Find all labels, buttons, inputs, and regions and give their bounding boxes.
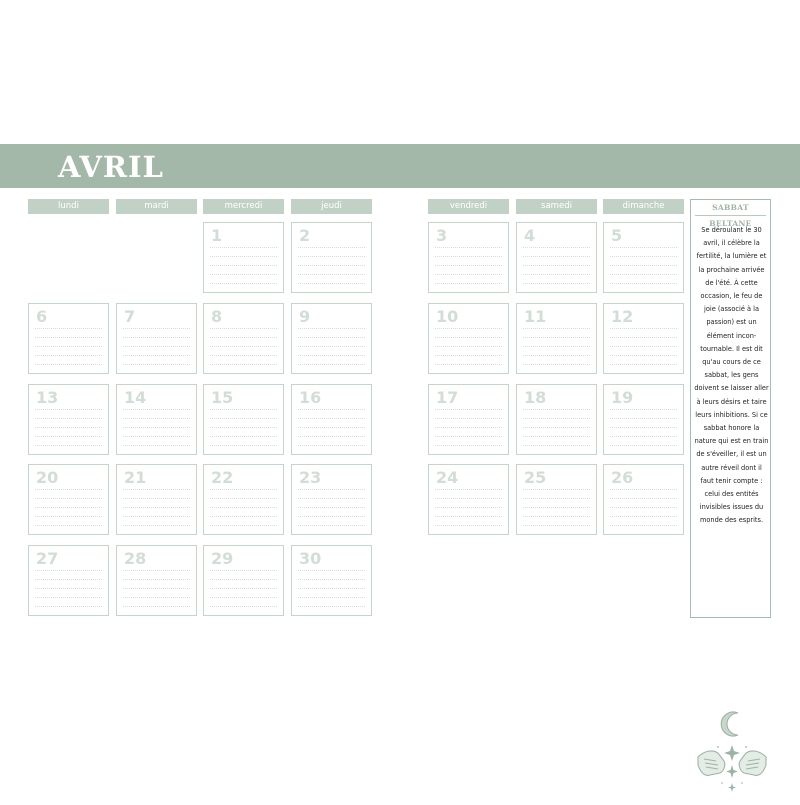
- writing-line: [35, 525, 102, 526]
- writing-line: [523, 418, 590, 419]
- writing-line: [298, 498, 365, 499]
- writing-line: [610, 283, 677, 284]
- day-cell-22[interactable]: [203, 464, 284, 535]
- writing-line: [210, 274, 277, 275]
- writing-line: [210, 418, 277, 419]
- writing-line: [35, 579, 102, 580]
- writing-line: [610, 265, 677, 266]
- writing-line: [123, 597, 190, 598]
- day-cell-7[interactable]: [116, 303, 197, 374]
- writing-line: [35, 570, 102, 571]
- writing-line: [298, 570, 365, 571]
- writing-line: [123, 328, 190, 329]
- writing-line: [210, 445, 277, 446]
- writing-line: [298, 346, 365, 347]
- writing-line: [298, 445, 365, 446]
- writing-line: [523, 337, 590, 338]
- writing-line: [35, 507, 102, 508]
- writing-line: [610, 346, 677, 347]
- writing-line: [523, 489, 590, 490]
- writing-line: [610, 274, 677, 275]
- writing-line: [435, 516, 502, 517]
- writing-line: [435, 256, 502, 257]
- weekday-header-dimanche: dimanche: [603, 199, 684, 214]
- writing-line: [435, 427, 502, 428]
- writing-line: [35, 337, 102, 338]
- writing-line: [35, 516, 102, 517]
- writing-line: [523, 436, 590, 437]
- day-cell-6[interactable]: [28, 303, 109, 374]
- sabbat-info-box: [690, 199, 771, 618]
- writing-line: [523, 507, 590, 508]
- day-number: 25: [524, 468, 547, 487]
- weekday-header-mercredi: mercredi: [203, 199, 284, 214]
- writing-line: [210, 489, 277, 490]
- writing-line: [298, 328, 365, 329]
- writing-line: [210, 588, 277, 589]
- day-cell-9[interactable]: [291, 303, 372, 374]
- writing-line: [523, 498, 590, 499]
- writing-line: [298, 525, 365, 526]
- writing-line: [610, 355, 677, 356]
- day-cell-25[interactable]: [516, 464, 597, 535]
- day-number: 1: [211, 226, 223, 245]
- day-number: 16: [299, 388, 322, 407]
- day-number: 15: [211, 388, 234, 407]
- writing-line: [435, 328, 502, 329]
- day-cell-24[interactable]: [428, 464, 509, 535]
- day-number: 5: [611, 226, 623, 245]
- writing-line: [35, 597, 102, 598]
- writing-line: [123, 570, 190, 571]
- writing-line: [123, 507, 190, 508]
- writing-line: [123, 355, 190, 356]
- day-number: 8: [211, 307, 223, 326]
- writing-line: [610, 436, 677, 437]
- day-number: 3: [436, 226, 448, 245]
- writing-line: [35, 346, 102, 347]
- writing-line: [298, 507, 365, 508]
- writing-line: [210, 570, 277, 571]
- writing-line: [610, 498, 677, 499]
- writing-line: [610, 418, 677, 419]
- writing-line: [523, 328, 590, 329]
- weekday-header-samedi: samedi: [516, 199, 597, 214]
- weekday-header-vendredi: vendredi: [428, 199, 509, 214]
- writing-line: [210, 409, 277, 410]
- writing-line: [610, 337, 677, 338]
- writing-line: [35, 364, 102, 365]
- writing-line: [210, 606, 277, 607]
- writing-line: [123, 606, 190, 607]
- writing-line: [35, 445, 102, 446]
- writing-line: [123, 579, 190, 580]
- day-number: 2: [299, 226, 311, 245]
- writing-line: [123, 346, 190, 347]
- writing-line: [298, 516, 365, 517]
- writing-line: [298, 418, 365, 419]
- writing-line: [123, 436, 190, 437]
- writing-line: [210, 337, 277, 338]
- day-number: 14: [124, 388, 147, 407]
- day-cell-10[interactable]: [428, 303, 509, 374]
- writing-line: [123, 418, 190, 419]
- writing-line: [210, 328, 277, 329]
- writing-line: [123, 498, 190, 499]
- day-number: 29: [211, 549, 234, 568]
- writing-line: [523, 256, 590, 257]
- writing-line: [298, 579, 365, 580]
- writing-line: [123, 516, 190, 517]
- day-number: 27: [36, 549, 59, 568]
- day-cell-18[interactable]: [516, 384, 597, 455]
- writing-line: [210, 427, 277, 428]
- writing-line: [610, 525, 677, 526]
- writing-line: [210, 516, 277, 517]
- writing-line: [523, 409, 590, 410]
- writing-line: [523, 355, 590, 356]
- day-cell-13[interactable]: [28, 384, 109, 455]
- writing-line: [298, 427, 365, 428]
- writing-line: [523, 346, 590, 347]
- writing-line: [35, 489, 102, 490]
- day-cell-26[interactable]: [603, 464, 684, 535]
- writing-line: [610, 445, 677, 446]
- writing-line: [298, 256, 365, 257]
- writing-line: [298, 337, 365, 338]
- day-number: 10: [436, 307, 459, 326]
- writing-line: [435, 364, 502, 365]
- writing-line: [298, 588, 365, 589]
- day-cell-28[interactable]: [116, 545, 197, 616]
- writing-line: [210, 579, 277, 580]
- writing-line: [435, 355, 502, 356]
- writing-line: [435, 436, 502, 437]
- day-number: 22: [211, 468, 234, 487]
- writing-line: [123, 409, 190, 410]
- day-number: 7: [124, 307, 136, 326]
- day-number: 6: [36, 307, 48, 326]
- writing-line: [123, 364, 190, 365]
- day-cell-14[interactable]: [116, 384, 197, 455]
- writing-line: [210, 436, 277, 437]
- writing-line: [210, 247, 277, 248]
- writing-line: [210, 265, 277, 266]
- writing-line: [35, 328, 102, 329]
- writing-line: [523, 274, 590, 275]
- day-cell-27[interactable]: [28, 545, 109, 616]
- writing-line: [298, 274, 365, 275]
- writing-line: [210, 507, 277, 508]
- writing-line: [298, 247, 365, 248]
- writing-line: [435, 337, 502, 338]
- day-cell-16[interactable]: [291, 384, 372, 455]
- sabbat-description: Se déroulant le 30 avril, il célèbre la fertilité, la lumière et la prochaine arrivée de l'été. À cette occasion, le feu de joie (associé à la passion) est un élément incon-tournable. Il est dit qu'au cours de ce sabbat, les gens doivent se laisser aller à leurs désirs et taire leurs inhibitions. Si ce sabbat honore la nature qui est en train de s'éveiller, il est un autre réveil dont il faut tenir compte : celui des entités invisibles issues du monde des esprits.: [694, 226, 769, 525]
- writing-line: [35, 427, 102, 428]
- day-number: 30: [299, 549, 322, 568]
- moon-hands-stars-icon: [694, 705, 770, 805]
- writing-line: [435, 498, 502, 499]
- day-number: 12: [611, 307, 634, 326]
- writing-line: [523, 525, 590, 526]
- day-cell-15[interactable]: [203, 384, 284, 455]
- month-title: AVRIL: [58, 150, 164, 184]
- day-number: 13: [36, 388, 59, 407]
- writing-line: [35, 498, 102, 499]
- writing-line: [210, 355, 277, 356]
- writing-line: [435, 283, 502, 284]
- writing-line: [523, 445, 590, 446]
- writing-line: [35, 355, 102, 356]
- writing-line: [298, 606, 365, 607]
- writing-line: [523, 516, 590, 517]
- writing-line: [123, 588, 190, 589]
- day-number: 17: [436, 388, 459, 407]
- day-cell-5[interactable]: [603, 222, 684, 293]
- writing-line: [523, 283, 590, 284]
- writing-line: [298, 265, 365, 266]
- day-cell-4[interactable]: [516, 222, 597, 293]
- writing-line: [210, 498, 277, 499]
- writing-line: [298, 283, 365, 284]
- weekday-header-lundi: lundi: [28, 199, 109, 214]
- day-cell-21[interactable]: [116, 464, 197, 535]
- writing-line: [123, 337, 190, 338]
- writing-line: [210, 256, 277, 257]
- writing-line: [298, 489, 365, 490]
- writing-line: [435, 525, 502, 526]
- writing-line: [610, 247, 677, 248]
- writing-line: [298, 364, 365, 365]
- day-number: 4: [524, 226, 536, 245]
- day-cell-2[interactable]: [291, 222, 372, 293]
- weekday-header-jeudi: jeudi: [291, 199, 372, 214]
- writing-line: [435, 489, 502, 490]
- day-number: 28: [124, 549, 147, 568]
- day-number: 19: [611, 388, 634, 407]
- writing-line: [298, 597, 365, 598]
- day-number: 26: [611, 468, 634, 487]
- writing-line: [610, 328, 677, 329]
- writing-line: [523, 265, 590, 266]
- writing-line: [610, 364, 677, 365]
- day-cell-11[interactable]: [516, 303, 597, 374]
- writing-line: [210, 597, 277, 598]
- writing-line: [35, 588, 102, 589]
- writing-line: [35, 606, 102, 607]
- day-number: 23: [299, 468, 322, 487]
- writing-line: [610, 427, 677, 428]
- day-number: 24: [436, 468, 459, 487]
- writing-line: [523, 427, 590, 428]
- writing-line: [210, 346, 277, 347]
- writing-line: [298, 355, 365, 356]
- writing-line: [298, 436, 365, 437]
- day-cell-8[interactable]: [203, 303, 284, 374]
- writing-line: [298, 409, 365, 410]
- day-cell-19[interactable]: [603, 384, 684, 455]
- writing-line: [435, 418, 502, 419]
- writing-line: [35, 409, 102, 410]
- day-cell-20[interactable]: [28, 464, 109, 535]
- writing-line: [523, 364, 590, 365]
- day-number: 20: [36, 468, 59, 487]
- writing-line: [210, 364, 277, 365]
- writing-line: [610, 507, 677, 508]
- writing-line: [123, 427, 190, 428]
- writing-line: [210, 525, 277, 526]
- writing-line: [523, 247, 590, 248]
- day-cell-17[interactable]: [428, 384, 509, 455]
- writing-line: [435, 247, 502, 248]
- weekday-header-mardi: mardi: [116, 199, 197, 214]
- writing-line: [435, 265, 502, 266]
- writing-line: [435, 346, 502, 347]
- writing-line: [610, 489, 677, 490]
- writing-line: [123, 445, 190, 446]
- day-cell-3[interactable]: [428, 222, 509, 293]
- day-cell-29[interactable]: [203, 545, 284, 616]
- sabbat-title: SABBAT BELTANE: [691, 200, 770, 216]
- day-number: 9: [299, 307, 311, 326]
- writing-line: [610, 256, 677, 257]
- day-number: 18: [524, 388, 547, 407]
- writing-line: [610, 516, 677, 517]
- day-cell-12[interactable]: [603, 303, 684, 374]
- writing-line: [35, 436, 102, 437]
- day-cell-23[interactable]: [291, 464, 372, 535]
- writing-line: [610, 409, 677, 410]
- day-cell-1[interactable]: [203, 222, 284, 293]
- writing-line: [435, 274, 502, 275]
- writing-line: [35, 418, 102, 419]
- writing-line: [123, 525, 190, 526]
- day-number: 11: [524, 307, 547, 326]
- writing-line: [435, 507, 502, 508]
- writing-line: [435, 445, 502, 446]
- day-number: 21: [124, 468, 147, 487]
- writing-line: [123, 489, 190, 490]
- writing-line: [210, 283, 277, 284]
- writing-line: [435, 409, 502, 410]
- day-cell-30[interactable]: [291, 545, 372, 616]
